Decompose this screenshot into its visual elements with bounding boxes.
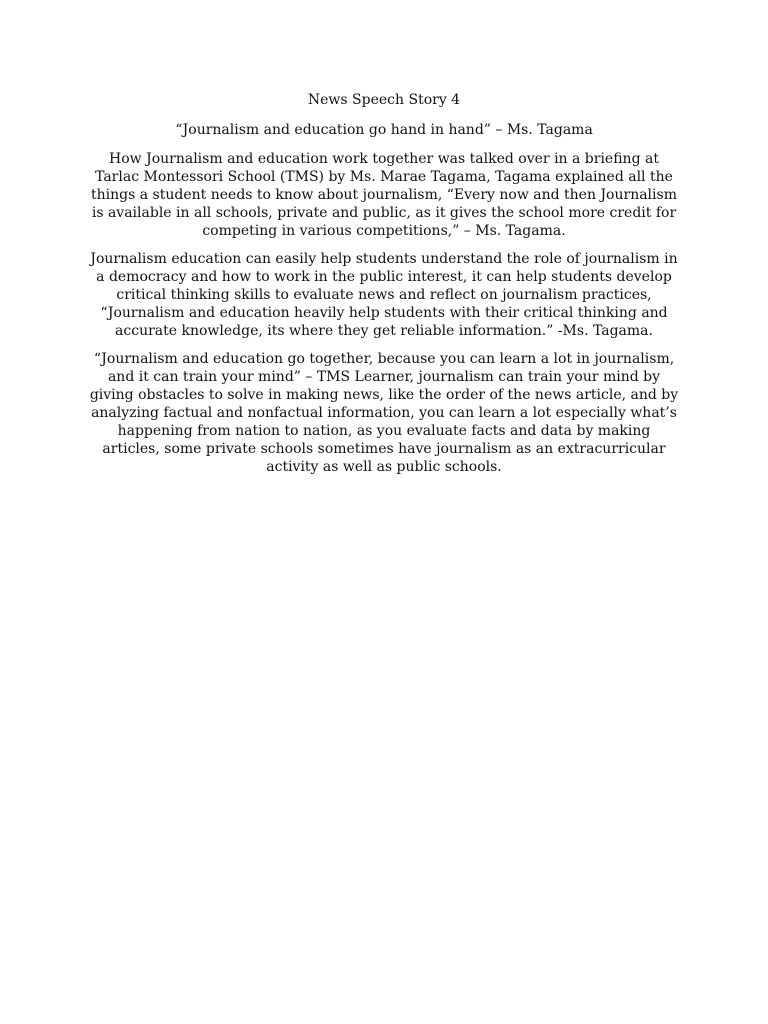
paragraph-3: “Journalism and education go together, because you can learn a lot in journalism, and it can train your mind” – TMS Learner, journalism can train your mind by giving obstacles to solve in making news, like the order of the news article, and by analyzing factual and nonfactual information, you can learn a lot especially what’s happening from nation to nation, as you evaluate facts and data by making articles, some private schools sometimes have journalism as an extracurricular activity as well as public schools. xyxy=(89,351,679,475)
document-title: News Speech Story 4 xyxy=(307,92,461,108)
document-subtitle: “Journalism and education go hand in hand” – Ms. Tagama xyxy=(175,122,593,138)
paragraph-2: Journalism education can easily help students understand the role of journalism in a democracy and how to work in the public interest, it can help students develop critical thinking skills to evaluate news and reflect on journalism practices, “Journalism and education heavily help students with their critical thinking and accurate knowledge, its where they get reliable information.” -Ms. Tagama. xyxy=(90,251,678,339)
paragraph-1: How Journalism and education work together was talked over in a briefing at Tarlac Montessori School (TMS) by Ms. Marae Tagama, Tagama explained all the things a student needs to know about journalism, “Every now and then Journalism is available in all schools, private and public, as it gives the school more credit for competing in various competitions,” – Ms. Tagama. xyxy=(91,151,677,239)
document-page xyxy=(88,90,680,486)
